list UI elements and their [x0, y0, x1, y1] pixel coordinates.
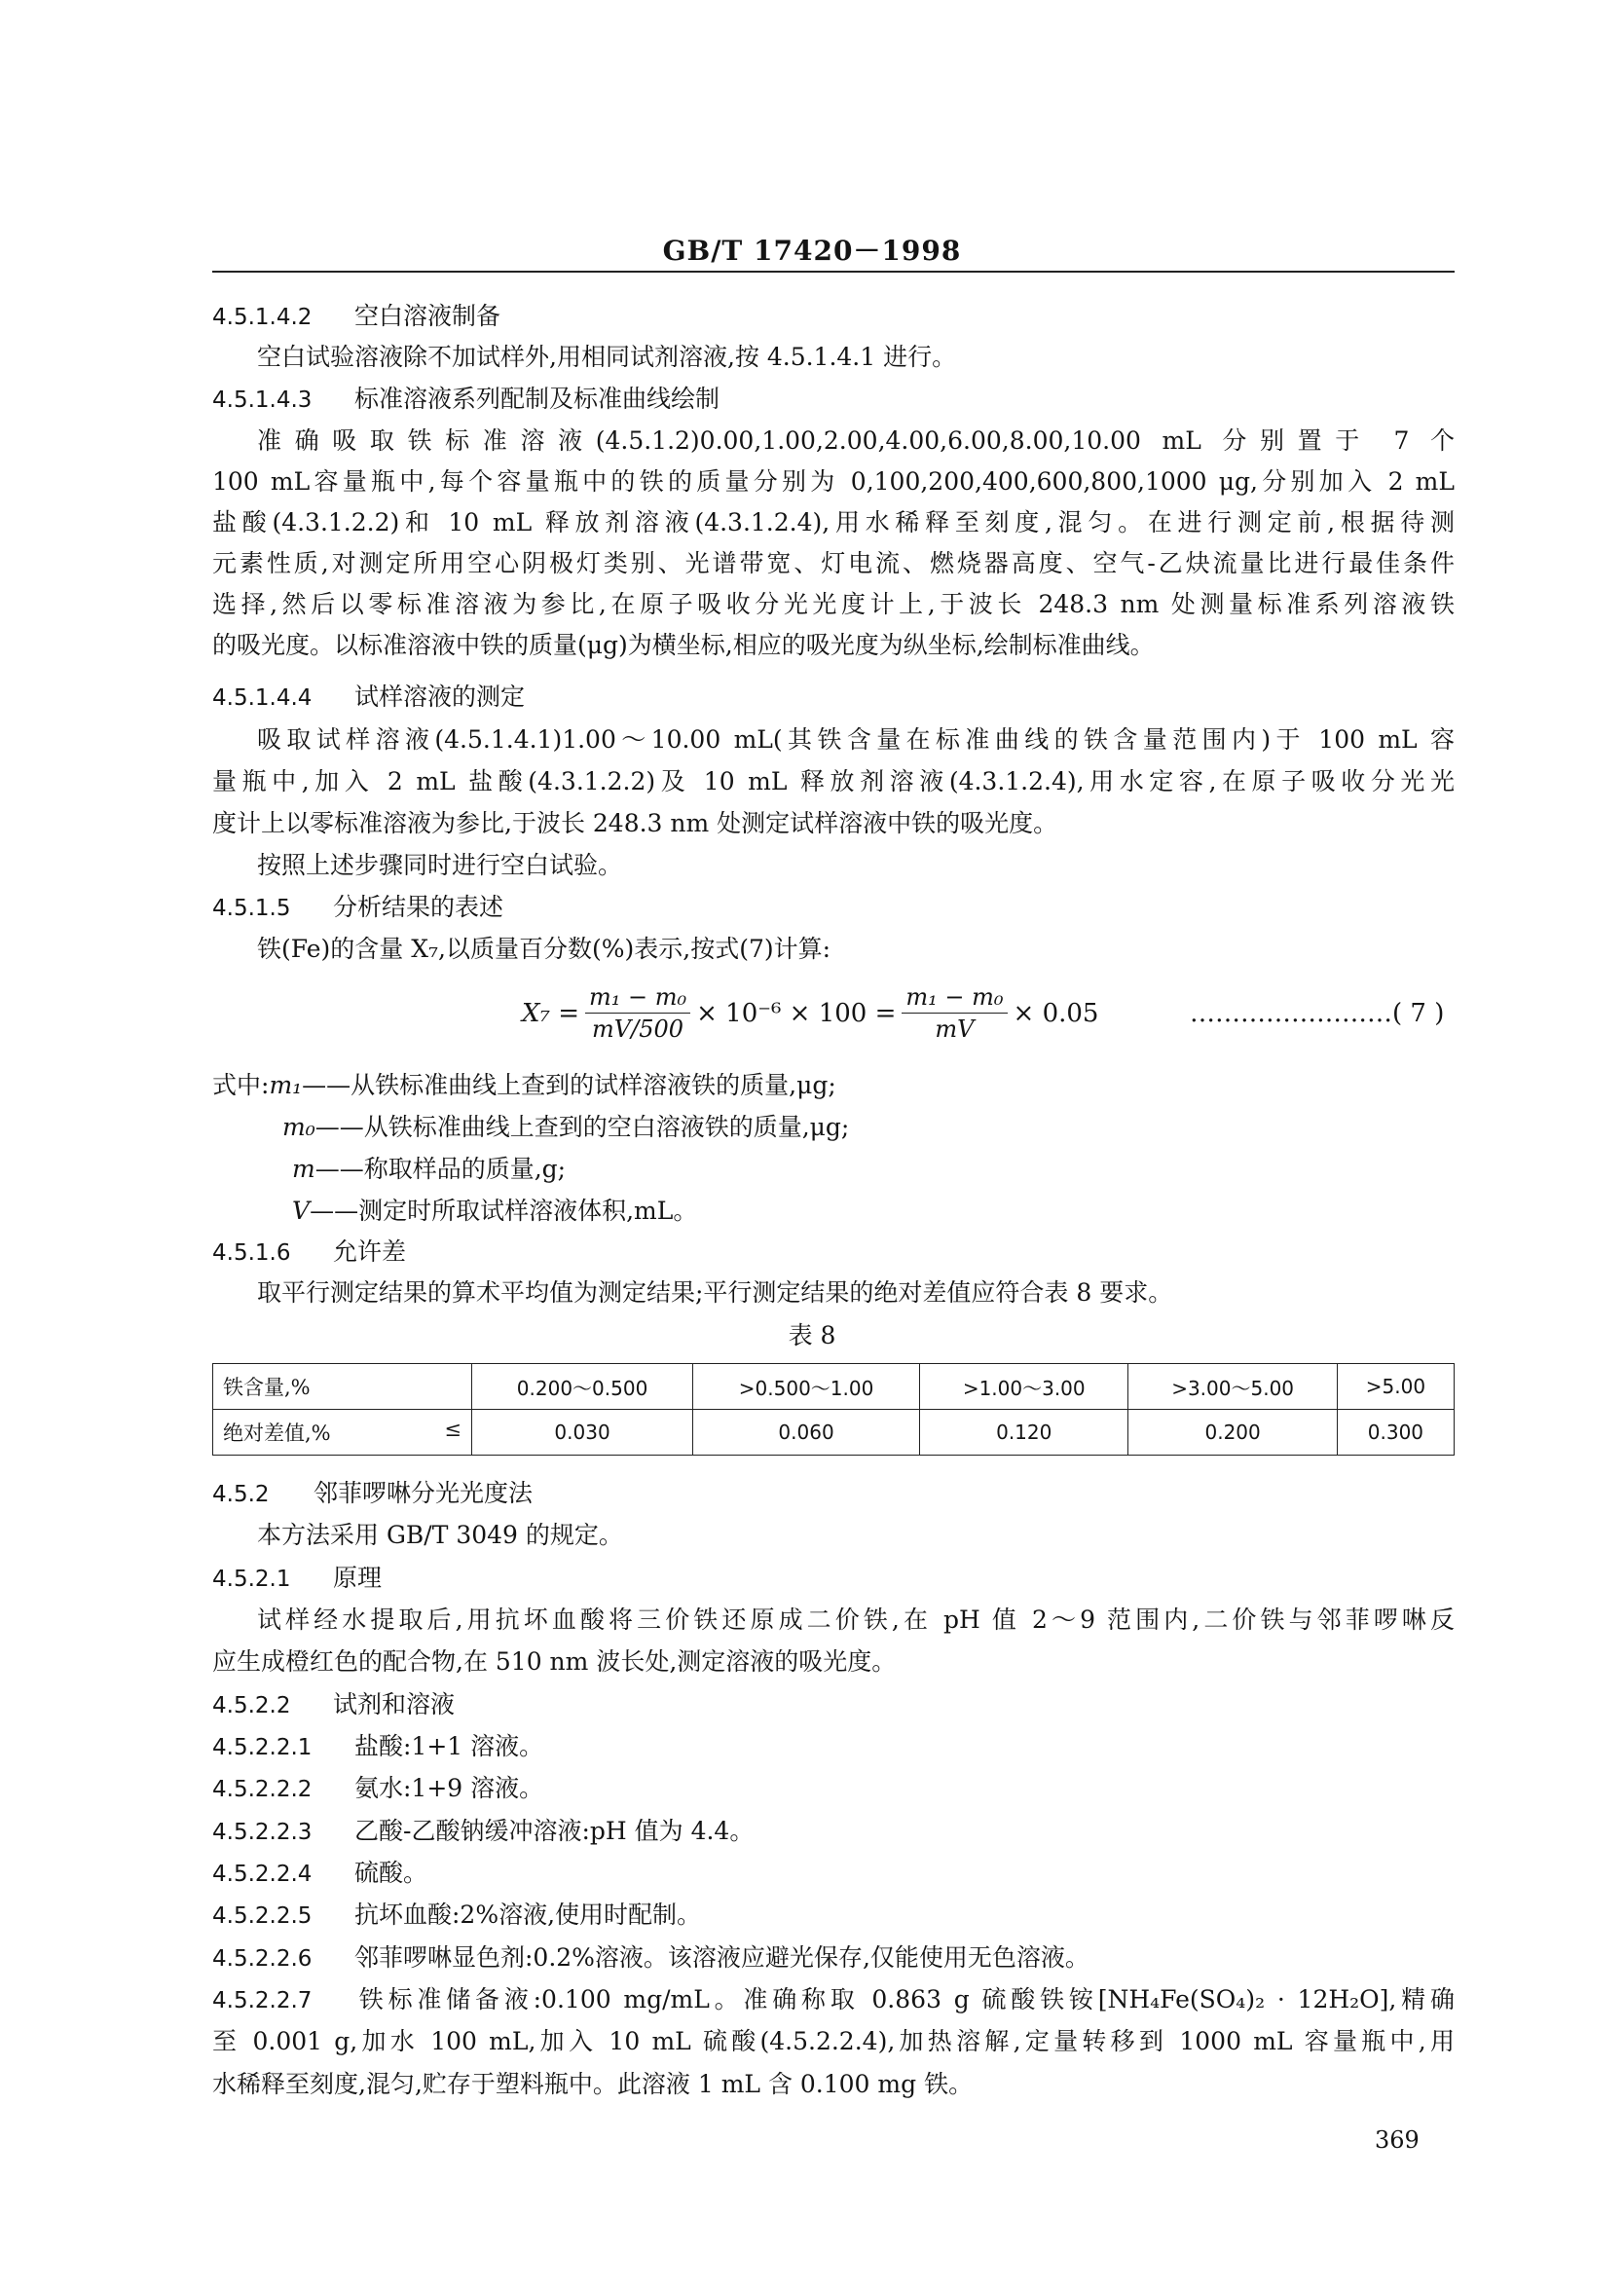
page-header-title: GB/T 17420－1998	[662, 235, 962, 267]
section-title: 试样溶液的测定	[354, 683, 526, 711]
legend-symbol: m₀	[282, 1113, 315, 1141]
paragraph-line: 准确吸取铁标准溶液(4.5.1.2)0.00,1.00,2.00,4.00,6.00,8.00,10.00 mL 分别置于 7 个	[257, 426, 1455, 455]
heading-4522	[212, 1690, 455, 1720]
item-number: 4.5.2.2.1	[212, 1735, 313, 1760]
section-number: 4.5.1.6	[212, 1240, 291, 1266]
fraction-numerator: m₁ − m₀	[902, 983, 1007, 1014]
section-title: 邻菲啰啉分光光度法	[314, 1479, 534, 1507]
paragraph-line: 至 0.001 g,加水 100 mL,加入 10 mL 硫酸(4.5.2.2.4),加热溶解,定量转移到 1000 mL 容量瓶中,用	[212, 2027, 1455, 2055]
legend-text: ——称取样品的质量,g;	[314, 1155, 567, 1183]
reagent-item	[212, 1817, 754, 1847]
section-number: 4.5.2	[212, 1482, 270, 1507]
section-title: 原理	[333, 1564, 383, 1592]
legend-symbol: m	[292, 1155, 315, 1183]
heading-4516	[212, 1237, 406, 1268]
paragraph-line: 按照上述步骤同时进行空白试验。	[257, 851, 623, 879]
legend-symbol: m₁	[269, 1071, 303, 1099]
table-title: 表 8	[788, 1321, 836, 1349]
item-number: 4.5.2.2.5	[212, 1903, 313, 1929]
legend-text: ——从铁标准曲线上查到的空白溶液铁的质量,μg;	[314, 1113, 850, 1141]
section-title: 试剂和溶液	[333, 1690, 456, 1718]
heading-4521	[212, 1564, 382, 1594]
reagent-item	[212, 1859, 427, 1889]
formula-lhs: X₇ =	[522, 998, 579, 1028]
paragraph-line: 元素性质,对测定所用空心阴极灯类别、光谱带宽、灯电流、燃烧器高度、空气-乙炔流量比进行最佳条件	[212, 549, 1455, 577]
legend-text: ——从铁标准曲线上查到的试样溶液铁的质量,μg;	[302, 1071, 836, 1099]
fraction-denominator: mV/500	[592, 1015, 684, 1043]
paragraph: 空白试验溶液除不加试样外,用相同试剂溶液,按 4.5.1.4.1 进行。	[257, 343, 957, 371]
table-row	[213, 1364, 1455, 1410]
formula-middle: × 10⁻⁶ × 100 =	[696, 998, 897, 1028]
table-8	[212, 1363, 1455, 1456]
table-cell: 0.120	[920, 1410, 1128, 1456]
table-cell: 0.200	[1128, 1410, 1337, 1456]
legend-symbol: V	[292, 1197, 311, 1225]
table-cell: >1.00～3.00	[920, 1364, 1128, 1410]
legend-prefix: 式中:	[212, 1071, 270, 1099]
paragraph: 铁(Fe)的含量 X₇,以质量百分数(%)表示,按式(7)计算:	[257, 935, 831, 963]
paragraph-line: 试样经水提取后,用抗坏血酸将三价铁还原成二价铁,在 pH 值 2～9 范围内,二价铁与邻菲啰啉反	[257, 1606, 1455, 1634]
section-title: 标准溶液系列配制及标准曲线绘制	[354, 385, 720, 413]
section-number: 4.5.2.1	[212, 1567, 291, 1592]
formula-7	[522, 983, 1098, 1043]
fraction-denominator: mV	[935, 1015, 975, 1043]
table-cell: 0.030	[472, 1410, 693, 1456]
reagent-item	[212, 1943, 1089, 1974]
heading-45144	[212, 683, 525, 713]
row-label-sign: ≤	[444, 1418, 461, 1441]
item-text: 盐酸:1+1 溶液。	[354, 1732, 544, 1760]
heading-45143	[212, 385, 720, 415]
reagent-item	[212, 1774, 543, 1804]
reagent-item	[212, 1985, 1455, 2015]
section-title: 允许差	[333, 1237, 407, 1266]
legend-item	[292, 1197, 697, 1226]
section-number: 4.5.1.4.4	[212, 685, 313, 711]
paragraph-line: 100 mL容量瓶中,每个容量瓶中的铁的质量分别为 0,100,200,400,600,800,1000 μg,分别加入 2 mL	[212, 467, 1455, 496]
item-text: 邻菲啰啉显色剂:0.2%溶液。该溶液应避光保存,仅能使用无色溶液。	[354, 1943, 1089, 1972]
legend-item	[212, 1071, 836, 1100]
table-row	[213, 1410, 1455, 1456]
paragraph-line: 的吸光度。以标准溶液中铁的质量(μg)为横坐标,相应的吸光度为纵坐标,绘制标准曲线。	[212, 631, 1155, 659]
paragraph: 本方法采用 GB/T 3049 的规定。	[257, 1521, 623, 1549]
header-rule	[212, 271, 1455, 273]
section-title: 空白溶液制备	[354, 302, 501, 330]
row-label-text: 绝对差值,%	[223, 1421, 331, 1445]
section-number: 4.5.1.4.2	[212, 305, 313, 330]
heading-452	[212, 1479, 533, 1509]
table-cell: >5.00	[1337, 1364, 1454, 1410]
legend-text: ——测定时所取试样溶液体积,mL。	[310, 1197, 698, 1225]
formula-tail: × 0.05	[1013, 998, 1099, 1028]
fraction-1	[585, 983, 690, 1043]
item-number: 4.5.2.2.3	[212, 1820, 313, 1845]
table-cell: 0.300	[1337, 1410, 1454, 1456]
section-number: 4.5.1.5	[212, 896, 291, 921]
legend-item	[292, 1155, 566, 1184]
page-number: 369	[1375, 2126, 1420, 2154]
legend-item	[282, 1113, 849, 1142]
paragraph-line: 吸取试样溶液(4.5.1.4.1)1.00～10.00 mL(其铁含量在标准曲线的铁含量范围内)于 100 mL 容	[257, 725, 1455, 754]
fraction-numerator: m₁ − m₀	[585, 983, 690, 1014]
reagent-item	[212, 1732, 543, 1762]
item-number: 4.5.2.2.7	[212, 1988, 313, 2013]
item-text: 硫酸。	[354, 1859, 428, 1887]
section-number: 4.5.2.2	[212, 1693, 291, 1718]
formula-reference: ……………………( 7 )	[1190, 999, 1445, 1028]
item-number: 4.5.2.2.6	[212, 1946, 313, 1972]
table-cell: 0.060	[693, 1410, 920, 1456]
table-cell: >3.00～5.00	[1128, 1364, 1337, 1410]
heading-45142	[212, 302, 500, 332]
item-text: 乙酸-乙酸钠缓冲溶液:pH 值为 4.4。	[354, 1817, 755, 1845]
fraction-2	[902, 983, 1007, 1043]
heading-4515	[212, 893, 503, 923]
paragraph-line: 选择,然后以零标准溶液为参比,在原子吸收分光光度计上,于波长 248.3 nm 处测量标准系列溶液铁	[212, 590, 1455, 618]
item-text: 铁标准储备液:0.100 mg/mL。准确称取 0.863 g 硫酸铁铵[NH₄Fe(SO₄)₂ · 12H₂O],精确	[354, 1985, 1455, 2013]
item-text: 抗坏血酸:2%溶液,使用时配制。	[354, 1901, 702, 1929]
paragraph-line: 量瓶中,加入 2 mL 盐酸(4.3.1.2.2)及 10 mL 释放剂溶液(4.3.1.2.4),用水定容,在原子吸收分光光	[212, 767, 1455, 795]
table-row-label	[213, 1410, 472, 1456]
section-title: 分析结果的表述	[333, 893, 504, 921]
table-cell: >0.500～1.00	[693, 1364, 920, 1410]
table-row-label: 铁含量,%	[213, 1364, 472, 1410]
paragraph: 取平行测定结果的算术平均值为测定结果;平行测定结果的绝对差值应符合表 8 要求。	[257, 1278, 1173, 1307]
paragraph-line: 应生成橙红色的配合物,在 510 nm 波长处,测定溶液的吸光度。	[212, 1647, 897, 1676]
reagent-item	[212, 1901, 701, 1931]
item-number: 4.5.2.2.2	[212, 1777, 313, 1802]
paragraph-line: 水稀释至刻度,混匀,贮存于塑料瓶中。此溶液 1 mL 含 0.100 mg 铁。	[212, 2070, 974, 2098]
table-cell: 0.200～0.500	[472, 1364, 693, 1410]
item-text: 氨水:1+9 溶液。	[354, 1774, 544, 1802]
paragraph-line: 盐酸(4.3.1.2.2)和 10 mL 释放剂溶液(4.3.1.2.4),用水稀释至刻度,混匀。在进行测定前,根据待测	[212, 508, 1455, 536]
item-number: 4.5.2.2.4	[212, 1862, 313, 1887]
section-number: 4.5.1.4.3	[212, 388, 313, 413]
paragraph-line: 度计上以零标准溶液为参比,于波长 248.3 nm 处测定试样溶液中铁的吸光度。	[212, 809, 1058, 837]
